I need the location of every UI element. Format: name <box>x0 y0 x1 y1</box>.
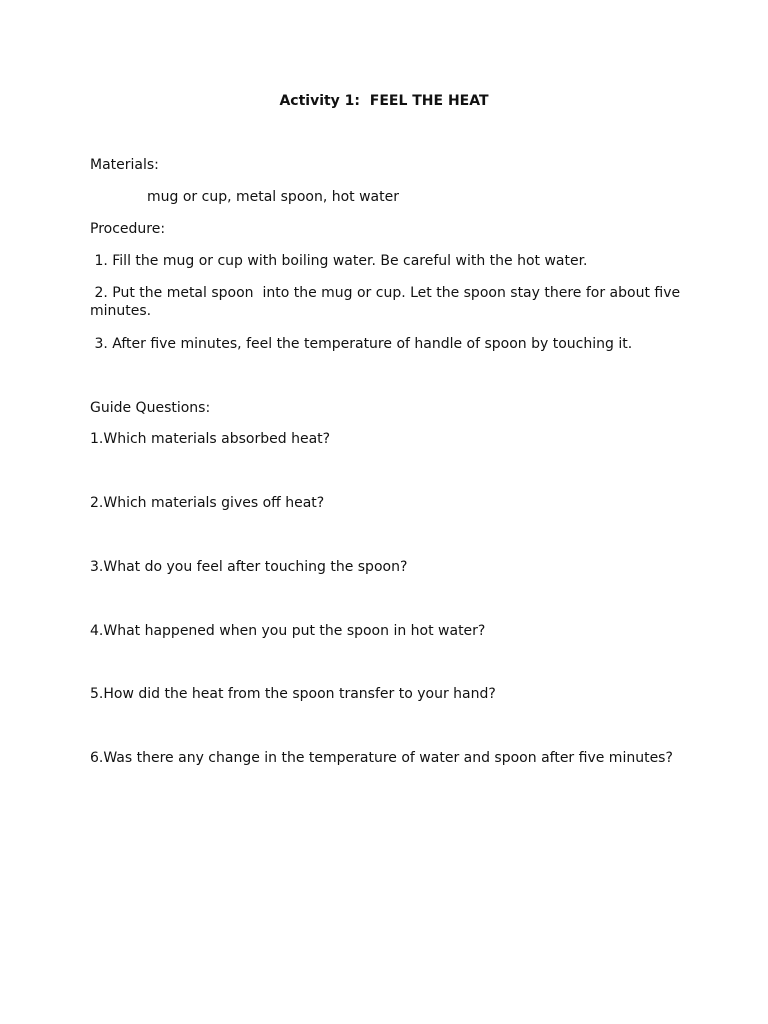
procedure-heading: Procedure: <box>90 221 166 237</box>
procedure-step-3: 3. After five minutes, feel the temperature of handle of spoon by touching it. <box>90 336 633 352</box>
guide-question-2: 2.Which materials gives off heat? <box>90 495 325 511</box>
guide-question-1: 1.Which materials absorbed heat? <box>90 431 331 447</box>
guide-question-4: 4.What happened when you put the spoon in hot water? <box>90 623 486 639</box>
materials-heading: Materials: <box>90 157 159 173</box>
guide-questions-heading: Guide Questions: <box>90 400 211 416</box>
page-title: Activity 1: FEEL THE HEAT <box>279 93 489 109</box>
procedure-step-2: 2. Put the metal spoon into the mug or cup. Let the spoon stay there for about five minutes. <box>90 285 685 319</box>
materials-list: mug or cup, metal spoon, hot water <box>147 189 399 205</box>
guide-question-5: 5.How did the heat from the spoon transfer to your hand? <box>90 686 496 702</box>
guide-question-6: 6.Was there any change in the temperature of water and spoon after five minutes? <box>90 750 673 766</box>
procedure-step-1: 1. Fill the mug or cup with boiling water. Be careful with the hot water. <box>90 253 588 269</box>
guide-question-3: 3.What do you feel after touching the spoon? <box>90 559 408 575</box>
